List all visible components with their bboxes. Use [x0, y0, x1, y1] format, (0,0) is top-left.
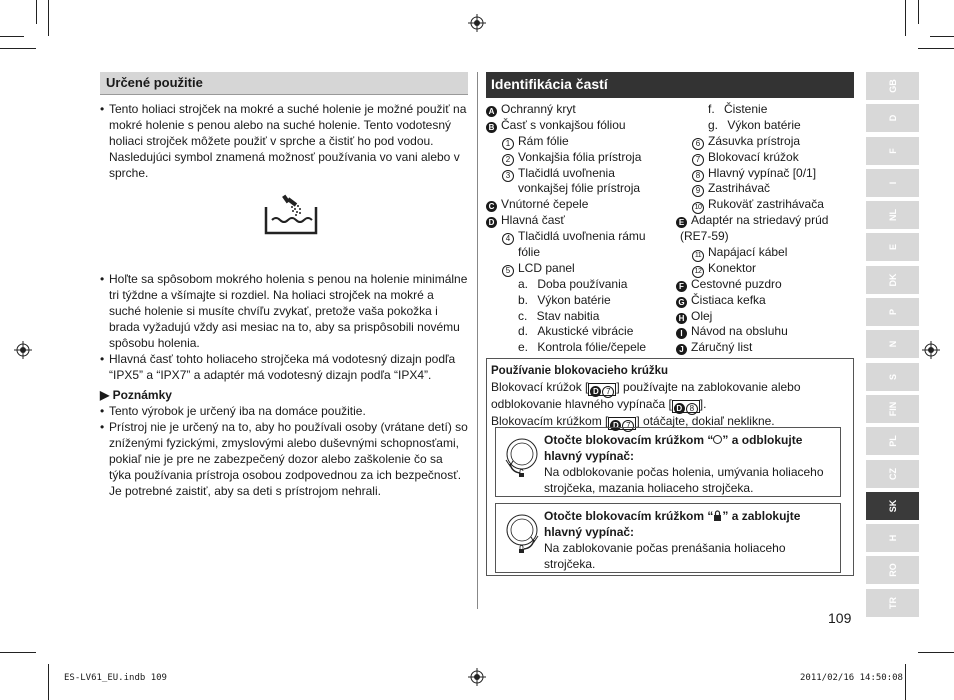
crop-mark — [905, 0, 906, 36]
language-tab-label: TR — [887, 596, 898, 609]
language-tab-h[interactable] — [866, 524, 919, 552]
part-label: Čistenie — [724, 102, 768, 116]
arrow-right-icon: ▶ — [100, 388, 110, 402]
part-number-marker: 2 — [502, 154, 514, 166]
part-item — [676, 134, 828, 150]
badge-d8 — [672, 400, 700, 413]
registration-mark-icon — [922, 341, 940, 359]
language-tab-f[interactable] — [866, 137, 919, 165]
part-item — [486, 181, 646, 197]
language-tab-e[interactable] — [866, 233, 919, 261]
language-tab-label: H — [887, 534, 898, 542]
part-label: Adaptér na striedavý prúd — [691, 213, 829, 228]
language-tab-tr[interactable] — [866, 589, 919, 617]
note-bullet: • Prístroj nie je určený na to, aby ho používali osoby (vrátane detí) so zníženými fyzickými, zmyslovými alebo duševnými schopnosťami, pokiaľ nie je pre ne zabezpečený dozor alebo zaškolenie čo sa týka používania prístroja osobou zodpovednou za ich bezpečnosť. Je potrebné zaistiť, aby sa deti s prístrojom nehrali. — [100, 419, 468, 499]
part-letter-marker: J — [676, 344, 687, 355]
language-tabs — [866, 72, 919, 621]
lock-title-text: ” a zablokujte hlavný vypínač: — [544, 509, 801, 539]
part-label: Cestovné puzdro — [691, 276, 782, 291]
part-item — [676, 102, 828, 118]
crop-mark — [36, 0, 37, 24]
crop-mark — [48, 0, 49, 36]
part-number-marker: 12 — [692, 266, 704, 278]
part-item — [486, 277, 646, 293]
part-alpha-marker: a. — [518, 276, 532, 291]
part-item — [486, 118, 646, 134]
part-number-marker: 8 — [692, 170, 704, 182]
crop-mark — [0, 36, 24, 37]
language-tab-pl[interactable] — [866, 427, 919, 455]
part-label: Rám fólie — [518, 133, 569, 148]
part-label: Návod na obsluhu — [691, 324, 788, 339]
language-tab-label: FIN — [887, 401, 898, 417]
part-number-marker: 11 — [692, 250, 704, 262]
part-item — [676, 324, 828, 340]
part-label: Záručný list — [691, 340, 753, 355]
part-label: LCD panel — [518, 260, 575, 275]
unlock-instruction-box — [495, 427, 841, 497]
unlock-instruction-text — [544, 432, 834, 496]
lock-text: ] otáčajte, dokiaľ neklikne. — [636, 414, 775, 428]
unlock-title-text: ” a odblokujte hlavný vypínač: — [544, 433, 803, 463]
part-number-marker: 9 — [692, 185, 704, 197]
notes-label: Poznámky — [112, 388, 172, 402]
part-item — [676, 309, 828, 325]
language-tab-label: DK — [887, 273, 898, 287]
registration-mark-icon — [468, 668, 486, 686]
lock-text: Blokovací krúžok [ — [491, 380, 589, 394]
page-number: 109 — [828, 610, 852, 626]
part-label: Výkon batérie — [727, 117, 801, 132]
language-tab-nl[interactable] — [866, 201, 919, 229]
badge-letter: D — [674, 403, 685, 414]
badge-d7 — [588, 383, 616, 396]
intended-use-bullet: • Hoľte sa spôsobom mokrého holenia s penou na holenie minimálne tri týždne a všímajte si rozdiel. Na holiaci strojček na mokré a suché holenie si musíte chvíľu zvykať, pretože vaša pokožka i brada vyžadujú vždy asi mesiac na to, aby sa prispôsobili novému spôsobu holenia. — [100, 271, 468, 351]
registration-mark-icon — [468, 14, 486, 32]
crop-mark — [0, 652, 36, 653]
part-label: Stav nabitia — [536, 308, 600, 323]
column-divider — [477, 72, 478, 609]
part-item — [676, 213, 828, 229]
crop-mark — [918, 652, 954, 653]
part-item — [486, 134, 646, 150]
part-label: Olej — [691, 308, 713, 323]
part-label: Zastrihávač — [708, 181, 771, 196]
part-label: Ochranný kryt — [501, 102, 576, 116]
part-item — [676, 229, 828, 245]
part-label: Konektor — [708, 260, 757, 275]
part-label: Výkon batérie — [537, 292, 611, 307]
crop-mark — [48, 664, 49, 700]
language-tab-label: E — [887, 244, 898, 251]
language-tab-i[interactable] — [866, 169, 919, 197]
language-tab-dk[interactable] — [866, 266, 919, 294]
part-label: Vonkajšia fólia prístroja — [518, 149, 642, 164]
crop-mark — [905, 664, 906, 700]
crop-mark — [918, 0, 919, 24]
language-tab-label: P — [887, 309, 898, 316]
badge-letter: D — [590, 386, 601, 397]
part-letter-marker: H — [676, 313, 687, 324]
part-number-marker: 10 — [692, 202, 704, 214]
language-tab-label: I — [887, 181, 898, 185]
part-label: Tlačidlá uvoľnenia — [518, 165, 615, 180]
parts-list-column-2 — [676, 102, 828, 356]
part-item — [486, 309, 646, 325]
part-item — [486, 229, 646, 245]
lock-ring-title: Používanie blokovacieho krúžku — [491, 365, 669, 377]
part-item — [676, 277, 828, 293]
language-tab-cz[interactable] — [866, 460, 919, 488]
part-item — [486, 340, 646, 356]
part-item — [676, 166, 828, 182]
part-label: (RE7-59) — [680, 229, 729, 244]
language-tab-gb[interactable] — [866, 72, 919, 100]
language-tab-n[interactable] — [866, 330, 919, 358]
lock-ring-unlock-icon — [500, 434, 542, 482]
part-item — [676, 118, 828, 134]
bath-shower-icon — [262, 193, 320, 243]
language-tab-label: N — [887, 341, 898, 348]
intended-use-bullet: • Hlavná časť tohto holiaceho strojčeka má vodotesný dizajn podľa “IPX5” a “IPX7” a adaptér má vodotesný dizajn podľa “IPX4”. — [100, 351, 468, 383]
lock-instruction-box — [495, 503, 841, 573]
intended-use-section — [100, 72, 468, 499]
badge-number: 7 — [622, 420, 634, 432]
part-label: fólie — [518, 245, 541, 260]
part-label: Hlavná časť — [501, 213, 565, 228]
part-item — [486, 166, 646, 182]
part-letter-marker: C — [486, 201, 497, 212]
footer-file-info: ES-LV61_EU.indb 109 — [64, 673, 167, 683]
language-tab-fin[interactable] — [866, 395, 919, 423]
part-alpha-marker: e. — [518, 340, 532, 355]
unlock-instruction-body: Na odblokovanie počas holenia, umývania holiaceho strojčeka, mazania holiaceho strojčeka. — [544, 465, 824, 495]
language-tab-label: PL — [887, 435, 898, 448]
language-tab-label: RO — [887, 563, 898, 578]
part-label: Kontrola fólie/čepele — [537, 340, 647, 355]
part-item — [486, 261, 646, 277]
part-alpha-marker: c. — [518, 308, 531, 323]
parts-identification-section — [486, 72, 854, 360]
part-number-marker: 7 — [692, 154, 704, 166]
badge-letter: D — [610, 420, 621, 431]
part-label: Napájací kábel — [708, 245, 788, 260]
language-tab-d[interactable] — [866, 104, 919, 132]
part-item — [676, 181, 828, 197]
part-letter-marker: G — [676, 297, 687, 308]
part-item — [676, 261, 828, 277]
part-item — [676, 340, 828, 356]
language-tab-label: D — [887, 115, 898, 122]
part-letter-marker: E — [676, 217, 687, 228]
part-item — [486, 102, 646, 118]
intended-use-bullet: • Tento holiaci strojček na mokré a suché holenie je možné použiť na mokré holenie s penou alebo na suché holenie. Tento vodotesný holiaci strojček môžete použiť v sprche a čistiť ho pod vodou. Nasledujúci symbol znamená možnosť používania vo vani alebo v sprche. — [100, 101, 468, 181]
lock-instruction-body: Na zablokovanie počas prenášania holiaceho strojčeka. — [544, 541, 786, 571]
part-item — [676, 245, 828, 261]
part-label: vonkajšej fólie prístroja — [518, 181, 641, 196]
badge-number: 8 — [686, 403, 698, 415]
lock-text: ] používajte na zablokovanie alebo — [616, 380, 801, 394]
badge-number: 7 — [602, 386, 614, 398]
lock-ring-line — [491, 396, 849, 413]
language-tab-label: S — [887, 373, 898, 380]
part-item — [486, 197, 646, 213]
language-tab-p[interactable] — [866, 298, 919, 326]
parts-list-column-1 — [486, 102, 646, 356]
unlock-instruction-title — [544, 432, 834, 464]
parts-identification-heading: Identifikácia častí — [486, 72, 854, 98]
lock-ring-box — [486, 358, 854, 576]
note-bullet: • Tento výrobok je určený iba na domáce použitie. — [100, 403, 468, 419]
part-number-marker: 6 — [692, 138, 704, 150]
part-item — [486, 213, 646, 229]
part-label: Časť s vonkajšou fóliou — [501, 117, 626, 132]
language-tab-label: NL — [887, 209, 898, 222]
part-label: Zásuvka prístroja — [708, 133, 801, 148]
part-item — [486, 324, 646, 340]
part-label: Hlavný vypínač [0/1] — [708, 165, 817, 180]
part-item — [486, 245, 646, 261]
part-label: Čistiaca kefka — [691, 292, 766, 307]
lock-ring-lock-icon — [500, 510, 542, 558]
lock-ring-line — [491, 379, 849, 396]
part-alpha-marker: g. — [708, 117, 722, 132]
language-tab-sk[interactable] — [866, 492, 919, 520]
language-tab-ro[interactable] — [866, 556, 919, 584]
intended-use-heading: Určené použitie — [100, 72, 468, 95]
bath-shower-symbol — [100, 181, 468, 271]
part-label: Tlačidlá uvoľnenia rámu — [518, 229, 646, 244]
part-number-marker: 3 — [502, 170, 514, 182]
lock-instruction-text — [544, 508, 834, 572]
part-label: Vnútorné čepele — [501, 197, 589, 212]
lock-instruction-title — [544, 508, 834, 540]
part-number-marker: 4 — [502, 233, 514, 245]
part-letter-marker: D — [486, 217, 497, 228]
part-number-marker: 5 — [502, 265, 514, 277]
crop-mark — [918, 48, 954, 49]
registration-mark-icon — [14, 341, 32, 359]
part-label: Blokovací krúžok — [708, 149, 799, 164]
part-label: Akustické vibrácie — [537, 324, 634, 339]
parts-list — [486, 102, 854, 360]
lock-text: odblokovanie hlavného vypínača [ — [491, 397, 672, 411]
lock-text: Blokovacím krúžkom [ — [491, 414, 609, 428]
unlock-title-text: Otočte blokovacím krúžkom “ — [544, 433, 714, 447]
part-letter-marker: A — [486, 106, 497, 117]
part-letter-marker: F — [676, 281, 687, 292]
language-tab-label: GB — [887, 79, 898, 93]
part-item — [676, 293, 828, 309]
part-letter-marker: I — [676, 328, 687, 339]
part-alpha-marker: b. — [518, 292, 532, 307]
part-letter-marker: B — [486, 122, 497, 133]
language-tab-s[interactable] — [866, 363, 919, 391]
part-label: Doba používania — [537, 276, 628, 291]
lock-title-text: Otočte blokovacím krúžkom “ — [544, 509, 714, 523]
part-number-marker: 1 — [502, 138, 514, 150]
language-tab-label: CZ — [887, 467, 898, 480]
part-item — [486, 150, 646, 166]
footer-timestamp: 2011/02/16 14:50:08 — [800, 673, 903, 683]
crop-mark — [0, 48, 36, 49]
part-alpha-marker: d. — [518, 324, 532, 339]
lock-text: ]. — [699, 397, 707, 411]
crop-mark — [930, 36, 954, 37]
notes-heading — [100, 387, 468, 403]
language-tab-label: SK — [887, 499, 898, 513]
part-item — [486, 293, 646, 309]
part-label: Rukoväť zastrihávača — [708, 197, 824, 212]
part-item — [676, 150, 828, 166]
language-tab-label: F — [887, 147, 898, 154]
part-alpha-marker: f. — [708, 102, 719, 116]
part-item — [676, 197, 828, 213]
